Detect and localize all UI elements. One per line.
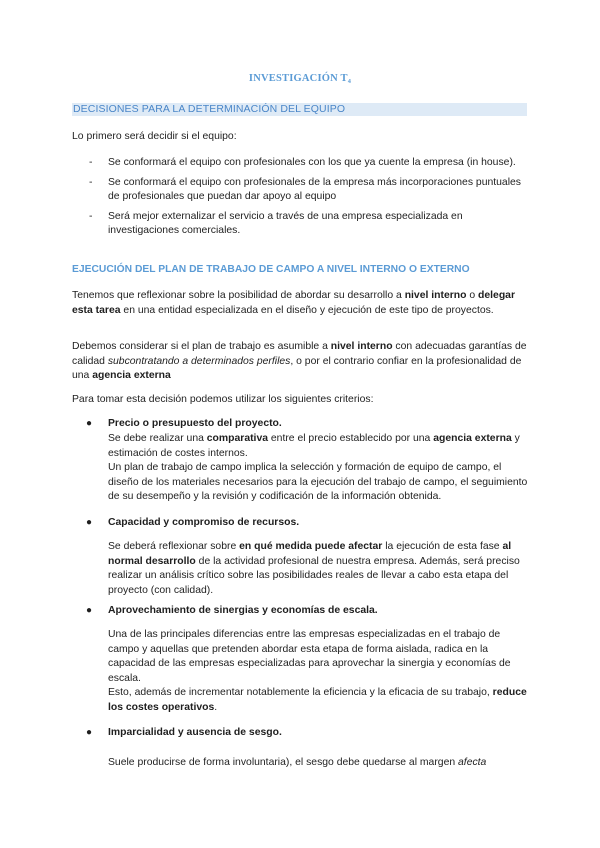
option-text: Se conformará el equipo con profesionales con los que ya cuente la empresa (in house). [108, 157, 516, 168]
document-title: INVESTIGACIÓN T₄ [248, 73, 352, 84]
paragraph-2: Debemos considerar si el plan de trabajo es asumible a nivel interno con adecuadas garantías de calidad subcontratando a determinados perfiles, o por el contrario confiar en la profesionalidad de una agencia externa [72, 341, 527, 382]
criterion-title: Imparcialidad y ausencia de sesgo. [108, 727, 282, 738]
dash-marker: - [89, 176, 93, 188]
option-text: Será mejor externalizar el servicio a través de una empresa especializada en investigaciones comerciales. [108, 210, 463, 237]
section-heading: DECISIONES PARA LA DETERMINACIÓN DEL EQUIPO [72, 103, 527, 116]
criterion-text: Una de las principales diferencias entre las empresas especializadas en el trabajo de campo y aquellas que pretenden abordar esta etapa de forma aislada, radica en la capacidad de las empresas especializadas para aprovechar la sinergia y economías de escala. Esto, además de incrementar notablemente la eficiencia y la eficacia de su trabajo, reduce los costes operativos. [108, 629, 527, 713]
bullet-icon: ● [86, 605, 93, 616]
criterion-text: Se deberá reflexionar sobre en qué medida puede afectar la ejecución de esta fase al normal desarrollo de la actividad profesional de nuestra empresa. Además, será preciso realizar un análisis crítico sobre las posibilidades reales de llevar a cabo esta etapa del proyecto (con calidad). [108, 541, 520, 596]
bullet-icon: ● [86, 517, 93, 528]
paragraph-1: Tenemos que reflexionar sobre la posibilidad de abordar su desarrollo a nivel interno o delegar esta tarea en una entidad especializada en el diseño y ejecución de este tipo de proyectos. [72, 290, 516, 316]
paragraph-3: Para tomar esta decisión podemos utilizar los siguientes criterios: [72, 394, 374, 405]
criterion-text: Se debe realizar una comparativa entre el precio establecido por una agencia externa y estimación de costes internos. Un plan de trabajo de campo implica la selección y formación de equipo de campo, el diseño de los materiales necesarios para la ejecución del trabajo de campo, el seguimiento de su desempeño y la revisión y codificación de la información obtenida. [108, 433, 528, 503]
dash-marker: - [89, 157, 93, 168]
option-text: Se conformará el equipo con profesionales de la empresa más incorporaciones puntuales de profesionales que puedan dar apoyo al equipo [108, 176, 521, 203]
dash-marker: - [89, 210, 93, 222]
criterion-title: Aprovechamiento de sinergias y economías de escala. [108, 605, 378, 616]
team-options-list [72, 156, 528, 239]
bullet-icon: ● [86, 418, 93, 429]
criterion-title: Precio o presupuesto del proyecto. [108, 418, 282, 429]
subheading: EJECUCIÓN DEL PLAN DE TRABAJO DE CAMPO A NIVEL INTERNO O EXTERNO [72, 264, 470, 275]
criterion-text: Suele producirse de forma involuntaria), el sesgo debe quedarse al margen afecta [108, 757, 487, 768]
criterion-title: Capacidad y compromiso de recursos. [108, 517, 300, 528]
intro-paragraph: Lo primero será decidir si el equipo: [72, 131, 237, 142]
list-item [72, 210, 528, 239]
list-item [72, 156, 528, 171]
bullet-icon: ● [86, 727, 93, 738]
list-item [72, 176, 528, 205]
